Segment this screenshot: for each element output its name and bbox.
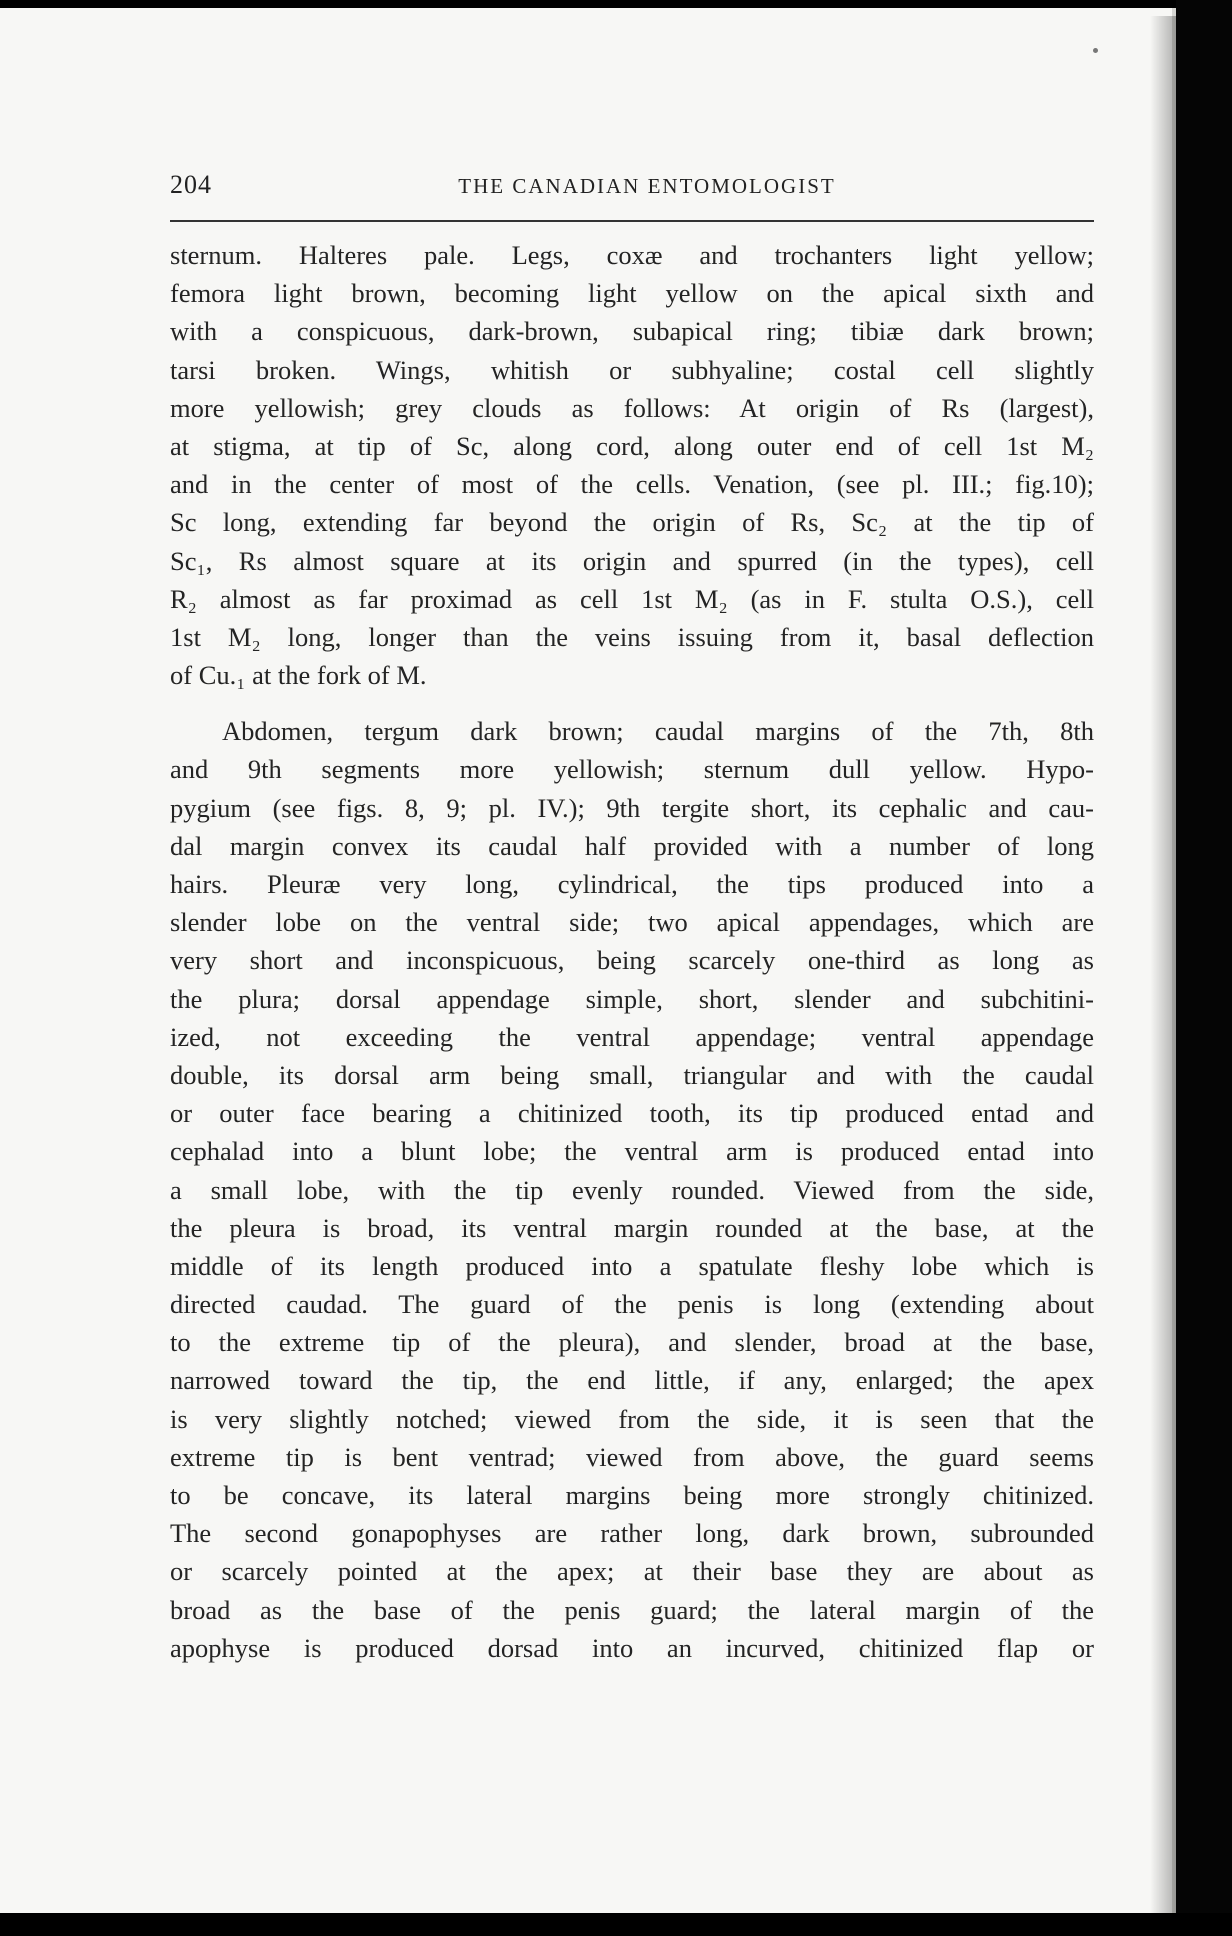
header-rule [170, 220, 1094, 222]
text-line: The second gonapophyses are rather long, dark brown, subrounded [170, 1518, 1094, 1549]
body-text [170, 236, 1094, 1667]
text-line: very short and inconspicuous, being scarcely one-third as long as [170, 945, 1094, 976]
paragraph [170, 236, 1094, 694]
text-line: and in the center of most of the cells. Venation, (see pl. III.; fig.10); [170, 469, 1094, 500]
page-number: 204 [170, 170, 212, 199]
text-line: 1st M₂ long, longer than the veins issuing from it, basal deflection [170, 621, 1094, 652]
text-line: to the extreme tip of the pleura), and slender, broad at the base, [170, 1327, 1094, 1358]
running-head [170, 170, 1094, 210]
text-line: Sc₁, Rs almost square at its origin and spurred (in the types), cell [170, 545, 1094, 576]
text-line: cephalad into a blunt lobe; the ventral arm is produced entad into [170, 1136, 1094, 1167]
text-line: a small lobe, with the tip evenly rounded. Viewed from the side, [170, 1174, 1094, 1205]
text-line: more yellowish; grey clouds as follows: At origin of Rs (largest), [170, 392, 1094, 423]
text-line: or scarcely pointed at the apex; at their base they are about as [170, 1556, 1094, 1587]
text-line: at stigma, at tip of Sc, along cord, along outer end of cell 1st M₂ [170, 430, 1094, 461]
text-line: ized, not exceeding the ventral appendage; ventral appendage [170, 1021, 1094, 1052]
text-line: double, its dorsal arm being small, triangular and with the caudal [170, 1059, 1094, 1090]
text-line: sternum. Halteres pale. Legs, coxæ and trochanters light yellow; [170, 240, 1094, 270]
text-line: extreme tip is bent ventrad; viewed from above, the guard seems [170, 1441, 1094, 1472]
text-line: the pleura is broad, its ventral margin rounded at the base, at the [170, 1212, 1094, 1243]
text-line: middle of its length produced into a spatulate fleshy lobe which is [170, 1250, 1094, 1281]
scan-right-edge [1176, 0, 1232, 1936]
scan-bottom-edge [0, 1913, 1232, 1936]
paragraph [170, 712, 1094, 1667]
text-line: to be concave, its lateral margins being more strongly chitinized. [170, 1480, 1094, 1510]
text-line: hairs. Pleuræ very long, cylindrical, the tips produced into a [170, 869, 1094, 899]
scan-top-edge [0, 0, 1232, 8]
text-line: broad as the base of the penis guard; the lateral margin of the [170, 1594, 1094, 1625]
text-line: narrowed toward the tip, the end little, if any, enlarged; the apex [170, 1365, 1094, 1396]
text-line: is very slightly notched; viewed from the side, it is seen that the [170, 1403, 1094, 1434]
text-line: directed caudad. The guard of the penis is long (extending about [170, 1289, 1094, 1320]
text-line: Abdomen, tergum dark brown; caudal margins of the 7th, 8th [222, 716, 1094, 747]
text-line: of Cu.₁ at the fork of M. [170, 660, 427, 691]
text-line: femora light brown, becoming light yellow on the apical sixth and [170, 278, 1094, 309]
journal-title: THE CANADIAN ENTOMOLOGIST [458, 174, 836, 198]
text-line: and 9th segments more yellowish; sternum dull yellow. Hypo- [170, 754, 1094, 785]
text-line: apophyse is produced dorsad into an incurved, chitinized flap or [170, 1632, 1094, 1663]
gutter-shadow [1150, 16, 1176, 1921]
text-line: slender lobe on the ventral side; two apical appendages, which are [170, 907, 1094, 938]
text-line: with a conspicuous, dark-brown, subapical ring; tibiæ dark brown; [170, 316, 1094, 347]
scan-speck [1093, 48, 1098, 53]
text-line: dal margin convex its caudal half provided with a number of long [170, 830, 1094, 861]
text-line: R₂ almost as far proximad as cell 1st M₂ (as in F. stulta O.S.), cell [170, 583, 1094, 614]
text-line: tarsi broken. Wings, whitish or subhyaline; costal cell slightly [170, 354, 1094, 385]
text-line: pygium (see figs. 8, 9; pl. IV.); 9th tergite short, its cephalic and cau- [170, 792, 1094, 823]
text-line: the plura; dorsal appendage simple, short, slender and subchitini- [170, 983, 1094, 1014]
text-line: or outer face bearing a chitinized tooth, its tip produced entad and [170, 1098, 1094, 1129]
text-line: Sc long, extending far beyond the origin of Rs, Sc₂ at the tip of [170, 507, 1094, 538]
